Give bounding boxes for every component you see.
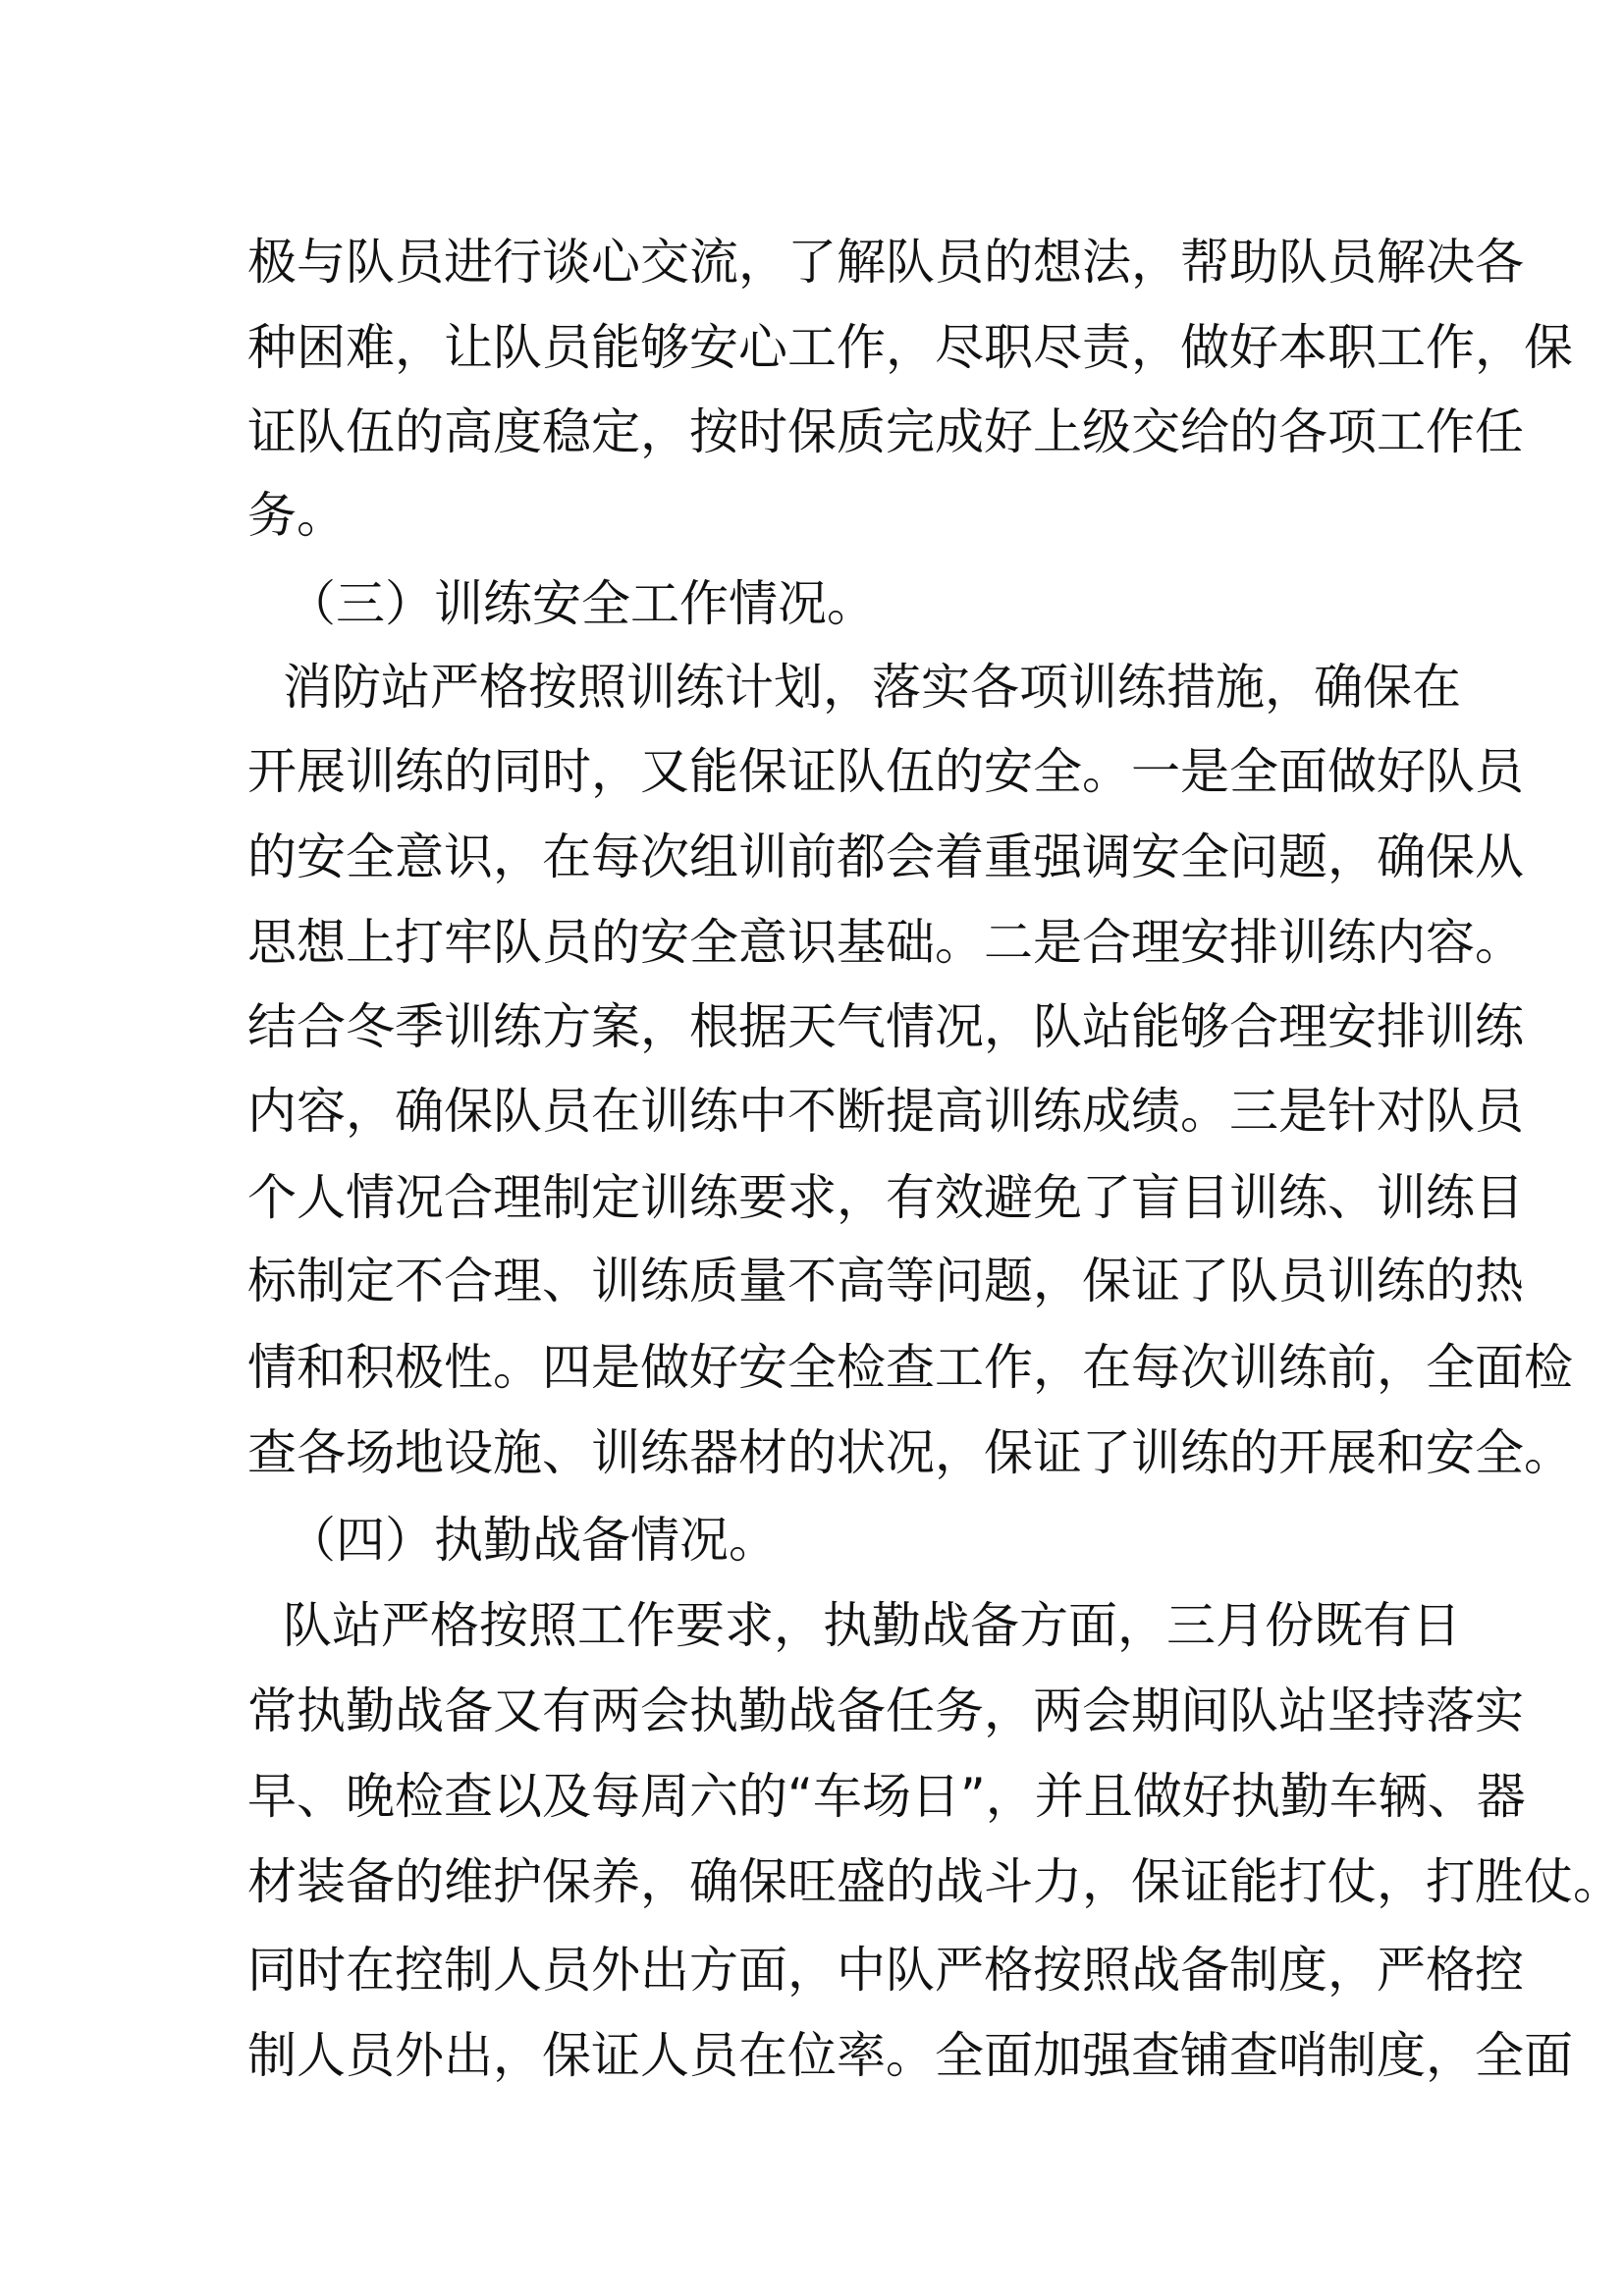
body-text-line: 查各场地设施、训练器材的状况，保证了训练的开展和安全。 [247,1424,1573,1481]
section-heading-3: （三）训练安全工作情况。 [287,575,876,632]
body-text-line: 内容，确保队员在训练中不断提高训练成绩。三是针对队员 [247,1083,1524,1140]
section-heading-4: （四）执勤战备情况。 [287,1512,778,1569]
body-text-line: 的安全意识，在每次组训前都会着重强调安全问题，确保从 [247,828,1524,885]
body-text-line: 标制定不合理、训练质量不高等问题，保证了队员训练的热 [247,1253,1524,1309]
body-text-line: 个人情况合理制定训练要求，有效避免了盲目训练、训练目 [247,1169,1524,1226]
body-text-line: 常执勤战备又有两会执勤战备任务，两会期间队站坚持落实 [247,1682,1524,1739]
body-text-line: 思想上打牢队员的安全意识基础。二是合理安排训练内容。 [247,914,1524,971]
body-text-line: 极与队员进行谈心交流，了解队员的想法，帮助队员解决各 [247,234,1524,291]
body-text-line: 材装备的维护保养，确保旺盛的战斗力，保证能打仗，打胜仗。 [247,1853,1622,1910]
body-text-line: 结合冬季训练方案，根据天气情况，队站能够合理安排训练 [247,998,1524,1055]
paragraph-first-line: 队站严格按照工作要求，执勤战备方面，三月份既有日 [283,1597,1461,1654]
body-text-line: 种困难，让队员能够安心工作，尽职尽责，做好本职工作，保 [247,319,1573,376]
body-text-line: 制人员外出，保证人员在位率。全面加强查铺查哨制度，全面 [247,2027,1573,2084]
body-text-line: 情和积极性。四是做好安全检查工作，在每次训练前，全面检 [247,1339,1573,1396]
paragraph-first-line: 消防站严格按照训练计划，落实各项训练措施，确保在 [283,659,1461,716]
body-text-line: 务。 [247,487,346,544]
body-text-line: 开展训练的同时，又能保证队伍的安全。一是全面做好队员 [247,743,1524,800]
body-text-line: 同时在控制人员外出方面，中队严格按照战备制度，严格控 [247,1942,1524,1999]
body-text-line: 早、晚检查以及每周六的“车场日”，并且做好执勤车辆、器 [247,1768,1526,1825]
body-text-line: 证队伍的高度稳定，按时保质完成好上级交给的各项工作任 [247,403,1524,460]
